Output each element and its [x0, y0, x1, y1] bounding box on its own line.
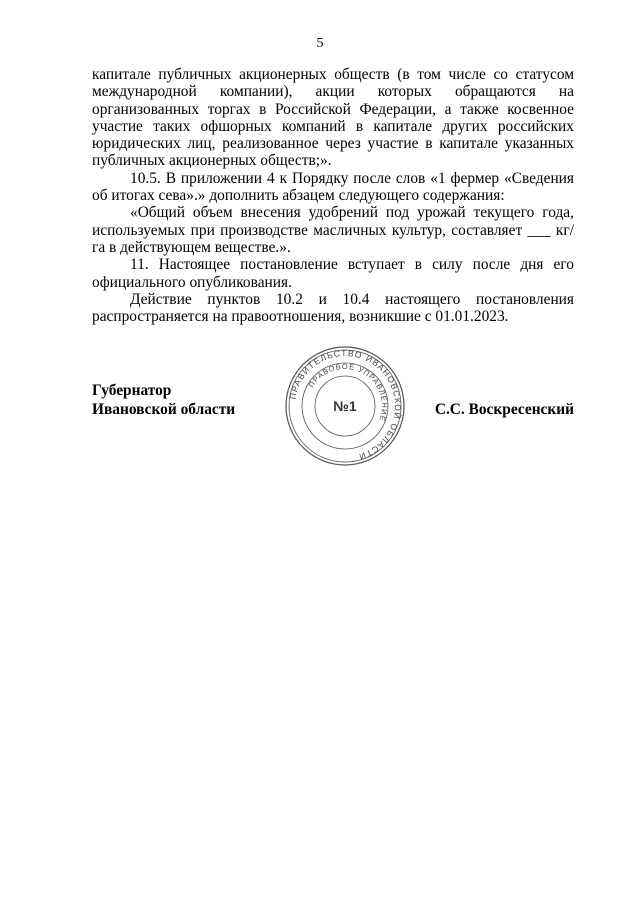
paragraph-continuation: капитале публичных акционерных обществ (в том числе со статусом международной компании), акции которых обращаются на организованных торгах в Российской Федерации, а также косвенное участие таких офшорных компаний в капитале других российских юридических лиц, реализованное через участие в капитале указанных публичных акционерных обществ;».	[92, 66, 574, 170]
paragraph-item-11: 11. Настоящее постановление вступает в силу после дня его официального опубликования.	[92, 256, 574, 291]
paragraph-effective-date: Действие пунктов 10.2 и 10.4 настоящего постановления распространяется на правоотношения, возникшие с 01.01.2023.	[92, 290, 574, 326]
document-body	[92, 66, 574, 325]
signatory-position-line2: Ивановской области	[92, 401, 236, 418]
seal-inner-text: ПРАВОВОЕ УПРАВЛЕНИЕ	[306, 361, 390, 424]
page-number: 5	[316, 36, 324, 51]
signatory-name: С.С. Воскресенский	[434, 401, 574, 418]
official-seal	[284, 345, 406, 467]
signatory-position-line1: Губернатор	[92, 382, 172, 399]
paragraph-quoted-addition: «Общий объем внесения удобрений под урожай текущего года, используемых при производстве масличных культур, составляет ___ кг/га в действующем веществе.».	[92, 204, 574, 256]
seal-outer-text: ПРАВИТЕЛЬСТВО ИВАНОВСКОЙ ОБЛАСТИ	[287, 347, 404, 463]
seal-center-text: №1	[333, 398, 357, 414]
signatory-position	[92, 381, 235, 419]
paragraph-item-10-5: 10.5. В приложении 4 к Порядку после слов «1 фермер «Сведения об итогах сева».» дополнить абзацем следующего содержания:	[92, 169, 574, 205]
